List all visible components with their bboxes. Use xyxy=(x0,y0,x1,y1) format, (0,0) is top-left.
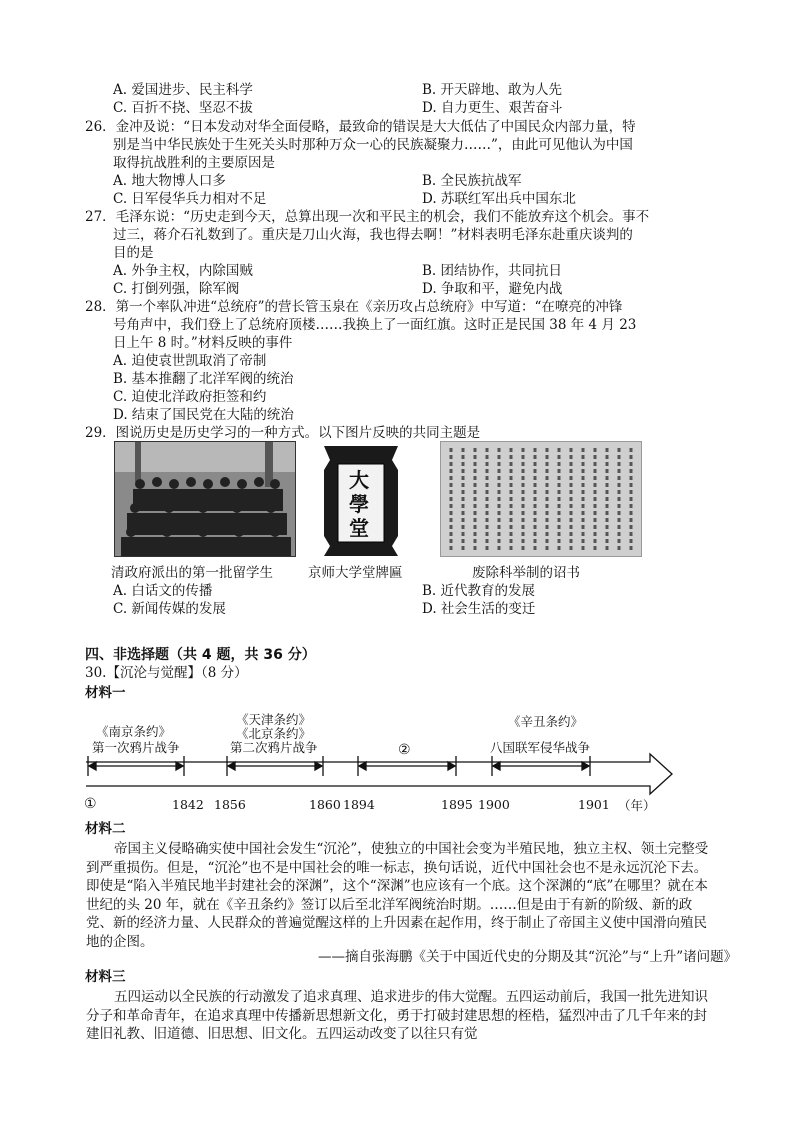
q27-option-c: C. 打倒列强，除军阀 xyxy=(113,281,240,297)
q26-option-a: A. 地大物博人口多 xyxy=(113,173,226,189)
timeline-year-1842: 1842 xyxy=(172,797,204,812)
q28-stem-line3: 日上午 8 时。”材料反映的事件 xyxy=(113,335,293,351)
material3-text: 五四运动以全民族的行动激发了追求真理、追求进步的伟大觉醒。五四运动前后，我国一批先进知识分子和革命青年，在追求真理中传播新思想新文化，勇于打破封建思想的桎梏，猛烈冲击了几千年来的封建旧礼教、旧道德、旧思想、旧文化。五四运动改变了以往只有觉 xyxy=(86,989,708,1042)
caption-edict: 废除科举制的诏书 xyxy=(472,565,580,581)
q28-stem-line1: 28．第一个率队冲进“总统府”的营长管玉泉在《亲历攻占总统府》中写道：“在嘹亮的冲锋 xyxy=(85,299,623,315)
timeline-event4-war: 八国联军侵华战争 xyxy=(490,740,591,755)
q27-option-a: A. 外争主权，内除国贼 xyxy=(113,263,253,279)
timeline-event1-treaty: 《南京条约》 xyxy=(96,724,172,739)
q29-option-d: D. 社会生活的变迁 xyxy=(422,601,536,617)
section-title: 四、非选择题（共 4 题，共 36 分） xyxy=(85,647,316,663)
material1-label: 材料一 xyxy=(85,685,126,701)
q26-option-b: B. 全民族抗战军 xyxy=(422,173,522,189)
q27-stem-line1: 27．毛泽东说：“历史走到今天，总算出现一次和平民主的机会，我们不能放弃这个机会。事不 xyxy=(85,209,650,225)
timeline-year-1856: 1856 xyxy=(214,797,246,812)
timeline-event2-war: 第二次鸦片战争 xyxy=(230,740,318,755)
q29-option-a: A. 白话文的传播 xyxy=(113,583,213,599)
q27-stem-line2: 过三，蒋介石礼数到了。重庆是刀山火海，我也得去啊！”材料表明毛泽东赴重庆谈判的 xyxy=(113,227,633,243)
plaque-char-3: 堂 xyxy=(349,516,369,540)
timeline-event3-blank: ② xyxy=(398,742,411,758)
timeline-event1-war: 第一次鸦片战争 xyxy=(92,740,180,755)
q26-stem-line3: 取得抗战胜利的主要原因是 xyxy=(113,155,275,171)
q27-stem-line3: 目的是 xyxy=(113,245,154,261)
timeline-event4-treaty: 《辛丑条约》 xyxy=(508,714,584,729)
plaque-char-2: 學 xyxy=(349,492,369,516)
caption-students: 清政府派出的第一批留学生 xyxy=(111,565,273,581)
q29-stem: 29．图说历史是历史学习的一种方式。以下图片反映的共同主题是 xyxy=(85,425,481,441)
q26-option-d: D. 苏联红军出兵中国东北 xyxy=(422,191,576,207)
timeline-start-blank: ① xyxy=(84,796,97,812)
q29-option-b: B. 近代教育的发展 xyxy=(422,583,536,599)
q26-stem-line1: 26．金冲及说：“日本发动对华全面侵略，最致命的错误是大大低估了中国民众内部力量，特 xyxy=(85,119,636,135)
timeline-event2-treaty2: 《北京条约》 xyxy=(236,726,312,741)
q25-option-b: B. 开天辟地、敢为人先 xyxy=(422,82,563,98)
q28-option-d: D. 结束了国民党在大陆的统治 xyxy=(113,407,294,423)
q29-option-c: C. 新闻传媒的发展 xyxy=(113,601,226,617)
timeline-year-1894: 1894 xyxy=(343,797,375,812)
q26-option-c: C. 日军侵华兵力相对不足 xyxy=(113,191,267,207)
caption-plaque: 京师大学堂牌匾 xyxy=(308,565,403,581)
material2-text: 帝国主义侵略确实使中国社会发生“沉沦”，使独立的中国社会变为半殖民地，独立主权、领土完整受到严重损伤。但是，“沉沦”也不是中国社会的唯一标志，换句话说，近代中国社会也不是永远沉沦下去。即使是“陷入半殖民地半封建社会的深渊”，这个“深渊”也应该有一个底。这个深渊的“底”在哪里？就在本世纪的头 20 年，就在《辛丑条约》签订以后至北洋军阀统治时期。……但是由于有新的阶级、新的政党、新的经济力量、人民群众的普遍觉醒这样的上升因素在起作用，终于制止了帝国主义使中国滑向殖民地的企图。 xyxy=(86,841,709,950)
q28-stem-line2: 号角声中，我们登上了总统府顶楼……我换上了一面红旗。这时正是民国 38 年 4 月 23 xyxy=(113,317,637,333)
q25-option-c: C. 百折不挠、坚忍不拔 xyxy=(113,100,253,116)
q25-option-d: D. 自力更生、艰苦奋斗 xyxy=(422,100,563,116)
q28-option-c: C. 迫使北洋政府拒签和约 xyxy=(113,389,267,405)
timeline-year-unit: （年） xyxy=(618,798,656,813)
timeline-year-1901: 1901 xyxy=(578,797,610,812)
material2-source: ——摘自张海鹏《关于中国近代史的分期及其“沉沦”与“上升”诸问题》 xyxy=(318,949,738,965)
plaque-char-1: 大 xyxy=(349,468,369,492)
q28-option-b: B. 基本推翻了北洋军阀的统治 xyxy=(113,371,294,387)
q27-option-b: B. 团结协作，共同抗日 xyxy=(422,263,563,279)
q26-stem-line2: 别是当中华民族处于生死关头时那种万众一心的民族凝聚力……”，由此可见他认为中国 xyxy=(113,137,633,153)
q27-option-d: D. 争取和平，避免内战 xyxy=(422,281,563,297)
timeline-year-1900: 1900 xyxy=(478,797,510,812)
material2-label: 材料二 xyxy=(85,821,126,837)
material3-label: 材料三 xyxy=(85,969,126,985)
q25-option-a: A. 爱国进步、民主科学 xyxy=(113,82,253,98)
q28-option-a: A. 迫使袁世凯取消了帝制 xyxy=(113,353,267,369)
timeline-event2-treaty1: 《天津条约》 xyxy=(236,712,312,727)
timeline-year-1860: 1860 xyxy=(309,797,341,812)
timeline-year-1895: 1895 xyxy=(441,797,473,812)
q30-title: 30.【沉沦与觉醒】（8 分） xyxy=(85,665,248,681)
